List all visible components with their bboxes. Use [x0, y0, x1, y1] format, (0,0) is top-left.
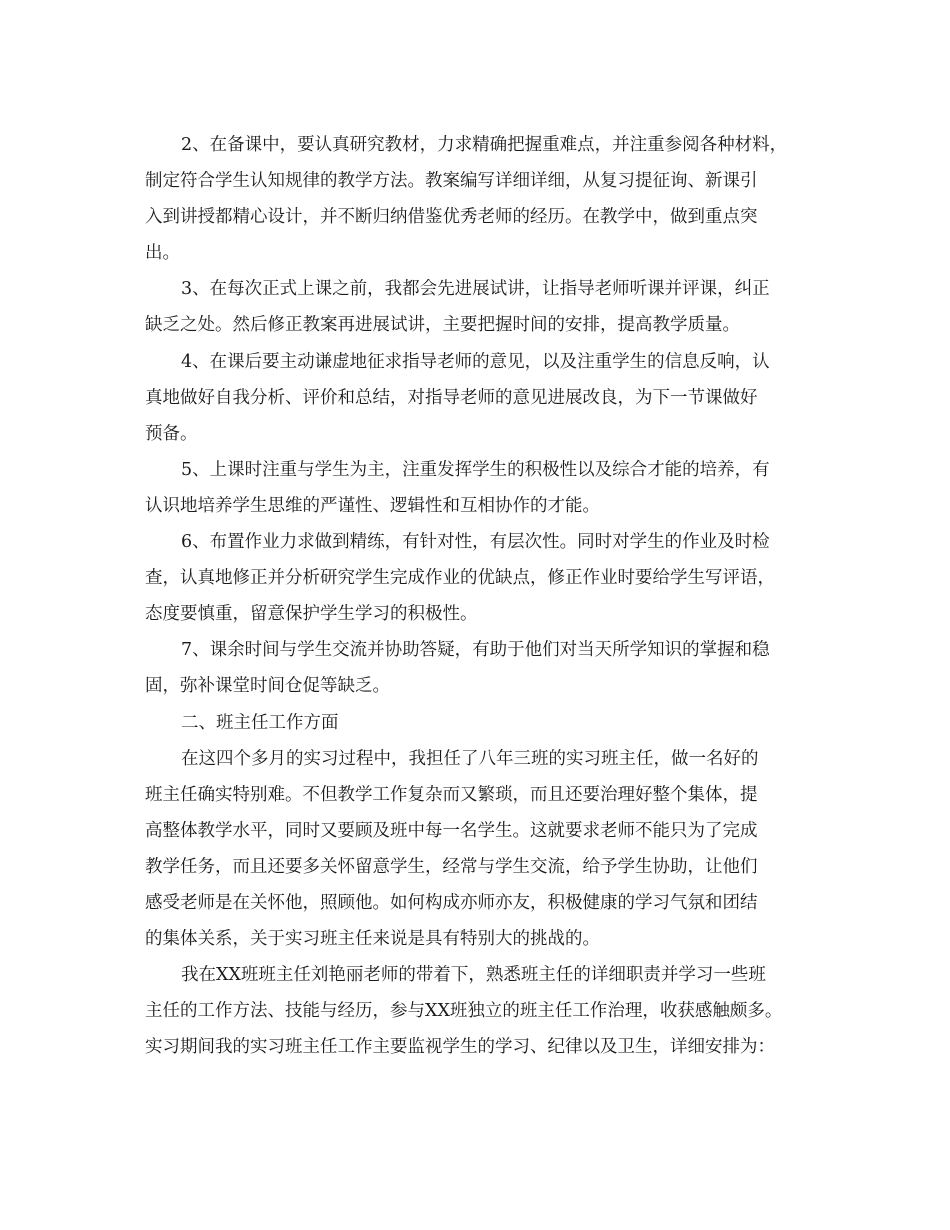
paragraph-line: 入到讲授都精心设计，并不断归纳借鉴优秀老师的经历。在教学中，做到重点突	[145, 207, 758, 228]
paragraph-first-line: 4、在课后要主动谦虚地征求指导老师的意见，以及注重学生的信息反响，认	[181, 351, 770, 372]
paragraph-line: 出。	[145, 243, 180, 264]
paragraph-first-line: 7、课余时间与学生交流并协助答疑，有助于他们对当天所学知识的掌握和稳	[181, 640, 770, 661]
paragraph-line: 教学任务，而且还要多关怀留意学生，经常与学生交流，给予学生协助，让他们	[145, 856, 758, 877]
paragraph-first-line: 5、上课时注重与学生为主，注重发挥学生的积极性以及综合才能的培养，有	[181, 459, 770, 480]
paragraph-line: 感受老师是在关怀他，照顾他。如何构成亦师亦友，积极健康的学习气氛和团结	[145, 892, 758, 913]
paragraph-line: 认识地培养学生思维的严谨性、逻辑性和互相协作的才能。	[145, 495, 600, 516]
paragraph-line: 高整体教学水平，同时又要顾及班中每一名学生。这就要求老师不能只为了完成	[145, 820, 758, 841]
paragraph-first-line: 3、在每次正式上课之前，我都会先进展试讲，让指导老师听课并评课，纠正	[181, 279, 770, 300]
document-body	[145, 127, 815, 1065]
paragraph-line: 主任的工作方法、技能与经历，参与XX班独立的班主任工作治理，收获感触颇多。	[145, 1001, 783, 1022]
paragraph-line: 真地做好自我分析、评价和总结，对指导老师的意见进展改良，为下一节课做好	[145, 387, 758, 408]
paragraph-first-line: 在这四个多月的实习过程中，我担任了八年三班的实习班主任，做一名好的	[181, 748, 759, 769]
paragraph-first-line: 二、班主任工作方面	[181, 712, 339, 733]
paragraph-first-line: 我在XX班班主任刘艳丽老师的带着下，熟悉班主任的详细职责并学习一些班	[181, 965, 766, 986]
paragraph-line: 预备。	[145, 423, 198, 444]
paragraph-line: 态度要慎重，留意保护学生学习的积极性。	[145, 604, 478, 625]
paragraph-line: 班主任确实特别难。不但教学工作复杂而又繁琐，而且还要治理好整个集体，提	[145, 784, 758, 805]
paragraph-first-line: 2、在备课中，要认真研究教材，力求精确把握重难点，并注重参阅各种材料，	[181, 135, 788, 155]
paragraph-first-line: 6、布置作业力求做到精练，有针对性，有层次性。同时对学生的作业及时检	[181, 532, 770, 553]
paragraph-line: 固，弥补课堂时间仓促等缺乏。	[145, 676, 390, 697]
paragraph-line: 查，认真地修正并分析研究学生完成作业的优缺点，修正作业时要给学生写评语，	[145, 568, 775, 589]
paragraph-line: 实习期间我的实习班主任工作主要监视学生的学习、纪律以及卫生，详细安排为：	[145, 1037, 775, 1058]
paragraph-line: 缺乏之处。然后修正教案再进展试讲，主要把握时间的安排，提高教学质量。	[145, 315, 740, 336]
paragraph-line: 的集体关系，关于实习班主任来说是具有特别大的挑战的。	[145, 929, 600, 950]
paragraph-line: 制定符合学生认知规律的教学方法。教案编写详细详细，从复习提征询、新课引	[145, 171, 758, 192]
